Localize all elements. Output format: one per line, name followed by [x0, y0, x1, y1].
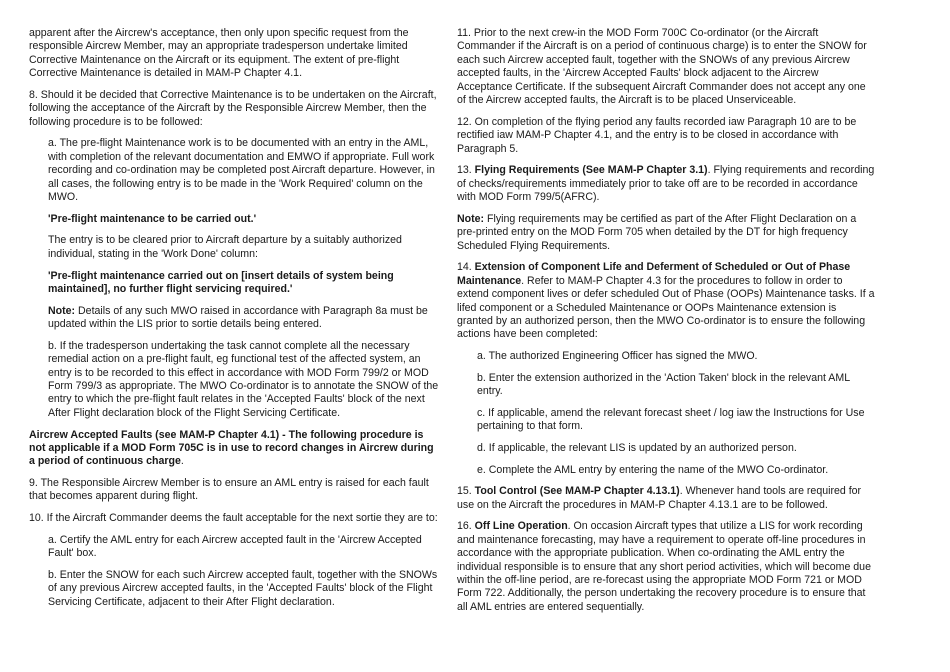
paragraph-14-title: Extension of Component Life and Deferment of Scheduled or Out of Phase Maintenance — [457, 261, 851, 287]
entry-clearance-text: The entry is to be cleared prior to Aircraft departure by a suitably authorized individual, stating in the 'Work Done' column: — [48, 234, 402, 260]
paragraph-15-title: Tool Control (See MAM-P Chapter 4.13.1) — [474, 485, 680, 498]
intro-paragraph: apparent after the Aircrew's acceptance, then only upon specific request from the responsible Aircrew Member, may an appropriate tradesperson undertake limited Corrective Maintenance on the Aircraft or its equipment. The extent of pre-flight Corrective Maintenance is detailed in MAM-P Chapter 4.1. — [29, 27, 409, 80]
paragraph-14a: a. The authorized Engineering Officer has signed the MWO. — [477, 350, 758, 363]
section-heading-aircrew-accepted-faults: Aircrew Accepted Faults (see MAM-P Chapter 4.1) - The following procedure is not applicable if a MOD Form 705C is in use to record changes in Aircrew during a period of continuous charge. — [29, 428, 434, 468]
paragraph-13-title: Flying Requirements (See MAM-P Chapter 3.1) — [474, 164, 708, 177]
paragraph-12: 12. On completion of the flying period any faults recorded iaw Paragraph 10 are to be rectified iaw MAM-P Chapter 4.1, and the entry is to be closed in accordance with Paragraph 5. — [457, 115, 857, 155]
left-column — [29, 27, 440, 617]
paragraph-9: 9. The Responsible Aircrew Member is to ensure an AML entry is raised for each fault that becomes apparent during flight. — [29, 477, 429, 503]
right-column — [457, 27, 875, 623]
paragraph-10a: a. Certify the AML entry for each Aircrew accepted fault in the 'Aircrew Accepted Fault' box. — [48, 533, 422, 560]
paragraph-14e: e. Complete the AML entry by entering the name of the MWO Co-ordinator. — [477, 463, 829, 476]
paragraph-8a: a. The pre-flight Maintenance work is to be documented with an entry in the AML, with completion of the relevant documentation and EMWO if appropriate. Full work recording and co-ordination may be completed post Aircraft departure. However, in all cases, the following entry is to be made in the 'Work Required' column on the MWO. — [48, 137, 435, 204]
paragraph-10: 10. If the Aircraft Commander deems the fault acceptable for the next sortie they are to: — [29, 512, 438, 525]
entry-pre-flight-required: 'Pre-flight maintenance to be carried out.' — [48, 212, 257, 225]
paragraph-14d: d. If applicable, the relevant LIS is updated by an authorized person. — [477, 441, 797, 454]
paragraph-14c: c. If applicable, amend the relevant forecast sheet / log iaw the Instructions for Use pertaining to that form. — [477, 406, 865, 433]
paragraph-8b: b. If the tradesperson undertaking the task cannot complete all the necessary remedial action on a pre-flight fault, eg functional test of the affected system, an entry is to be recorded to this effect in accordance with MOD Form 799/2 or MOD Form 799/3 as appropriate. The MWO Co-ordinator is to annotate the SNOW of the entry to which the pre-flight fault relates in the 'Accepted Faults' block of the next After Flight declaration block of the Flight Servicing Certificate. — [48, 339, 439, 419]
paragraph-11: 11. Prior to the next crew-in the MOD Form 700C Co-ordinator (or the Aircraft Commander if the Aircraft is on a period of continuous charge) is to enter the SNOW for each such Aircrew accepted fault, together with the SNOWs of any previous Aircrew accepted faults, in the 'Aircrew Accepted Faults' block adjacent to the Aircrew Acceptance Certificate. If the subsequent Aircraft Commander does not accept any one of the Aircrew accepted faults, the Aircraft is to be placed Unserviceable. — [457, 27, 867, 107]
paragraph-16-title: Off Line Operation — [474, 520, 568, 533]
paragraph-8: 8. Should it be decided that Corrective Maintenance is to be undertaken on the Aircraft, following the acceptance of the Aircraft by the Responsible Aircrew Member, then the following procedure is to be followed: — [29, 88, 437, 128]
paragraph-16: 16. Off Line Operation. On occasion Aircraft types that utilize a LIS for work recording and maintenance forecasting, may have a requirement to operate off-line procedures in accordance with the appropriate publication. When co-ordinating the AML entry the individual responsible is to ensure that any short period activities, which will become due within the off-line period, are re-forecast using the appropriate MOD Form 721 or MOD Form 722. Additionally, the person undertaking the recovery procedure is to ensure that all AML entries are entered sequentially. — [457, 520, 871, 613]
entry-pre-flight-done: 'Pre-flight maintenance carried out on [insert details of system being maintained], no further flight servicing required.' — [48, 269, 394, 295]
paragraph-10b: b. Enter the SNOW for each such Aircrew accepted fault, together with the SNOWs of any previous Aircrew accepted faults, in the 'Accepted Faults' block of the Flight Servicing Certificate, adjacent to their After Flight declaration. — [48, 568, 438, 608]
paragraph-14: 14. Extension of Component Life and Deferment of Scheduled or Out of Phase Maintenance. Refer to MAM-P Chapter 4.3 for the procedures to follow in order to extend component lives or defer scheduled Out of Phase (OOPs) Maintenance tasks. If a lifed component or a Scheduled Maintenance or OOPs Maintenance extension is granted by an authorized person, then the MWO Co-ordinator is to ensure the following actions have been completed: — [457, 261, 875, 341]
note-flying-requirements: Note: Flying requirements may be certified as part of the After Flight Declaration on a pre-printed entry on the MOD Form 705 when detailed by the DT for high frequency Scheduled Flying Requirements. — [457, 212, 857, 252]
note-label: Note: — [48, 304, 76, 317]
paragraph-15: 15. Tool Control (See MAM-P Chapter 4.13.1). Whenever hand tools are required for use on the Aircraft the procedures in MAM-P Chapter 4.13.1 are to be followed. — [457, 485, 862, 511]
note-label: Note: — [457, 212, 485, 225]
paragraph-13: 13. Flying Requirements (See MAM-P Chapter 3.1). Flying requirements and recording of checks/requirements immediately prior to take off are to be recorded in accordance with MOD Form 799/5(AFRC). — [457, 164, 875, 204]
paragraph-14b: b. Enter the extension authorized in the 'Action Taken' block in the relevant AML entry. — [477, 371, 850, 398]
note-paragraph-8a: Note: Details of any such MWO raised in accordance with Paragraph 8a must be updated within the LIS prior to sortie details being entered. — [48, 304, 428, 331]
